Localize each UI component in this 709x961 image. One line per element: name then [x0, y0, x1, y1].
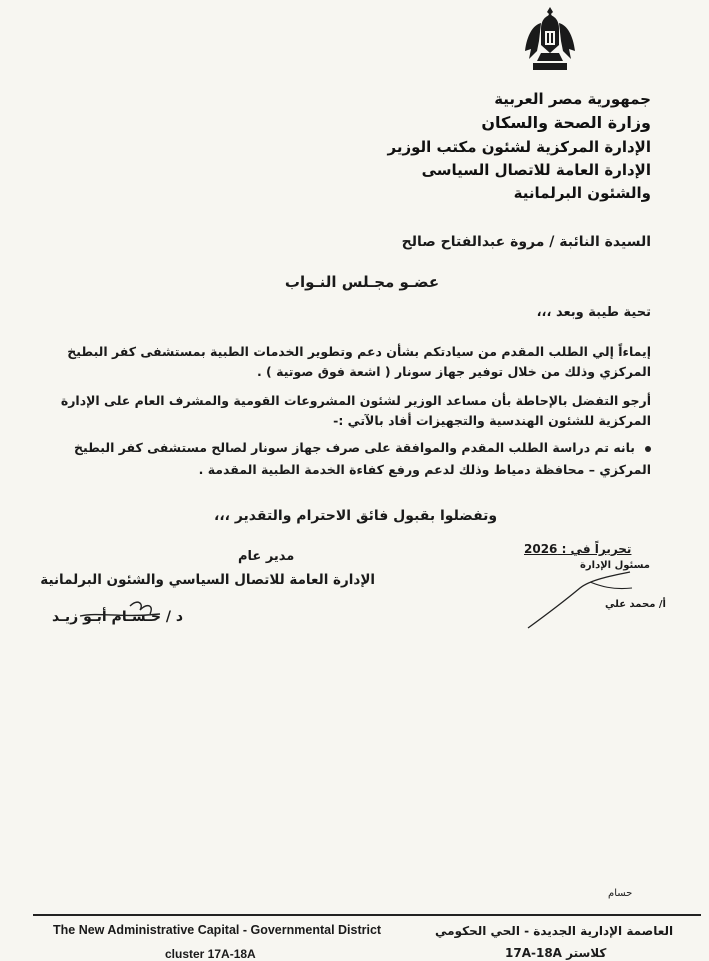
recipient: السيدة النائبة / مروة عبدالفتاح صالح	[401, 234, 651, 250]
egypt-eagle-emblem-icon	[521, 5, 579, 73]
responsible-label: مسئول الإدارة	[580, 560, 650, 571]
signature-name: د / حـسـام أبـو زيـد	[52, 609, 184, 625]
handwritten-initials-mark	[520, 568, 640, 634]
footer-divider	[33, 914, 701, 916]
header-ministry: وزارة الصحة والسكان	[481, 113, 651, 132]
signature-title: مدير عام	[238, 549, 295, 564]
closing: وتفضلوا بقبول فائق الاحترام والتقدير ،،،	[214, 508, 498, 524]
body-paragraph-2: أرجو التفضل بالإحاطة بأن مساعد الوزير لشئون المشروعات القومية والمشرف العام على الإدارة المركزية للشئون الهندسية والتجهيزات أفاد بالآتي :-	[60, 393, 651, 428]
greeting: تحية طيبة وبعد ،،،	[536, 305, 651, 320]
footer-address-ar: العاصمة الإدارية الجديدة - الحي الحكومي	[435, 924, 674, 938]
footer-cluster-ar: كلاستر 17A-18A	[505, 946, 607, 960]
body-bullet-1	[51, 437, 651, 481]
handwritten-signature	[60, 594, 180, 634]
header-general-admin: الإدارة العامة للاتصال السياسى	[421, 161, 651, 179]
footer-cluster-en: cluster 17A-18A	[165, 947, 256, 961]
footer-address-en: The New Administrative Capital - Governmental District	[53, 923, 382, 937]
bullet-text: بانه تم دراسة الطلب المقدم والموافقة على صرف جهاز سونار لصالح مستشفى كفر البطيخ المركزي – محافظة دمياط وذلك لدعم ورفع كفاءة الخدمة الطبية المقدمة .	[73, 440, 651, 477]
typist-initials: حسام	[608, 888, 633, 899]
date-label: تحريراً في : 2026	[524, 542, 632, 556]
recipient-title: عضـو مجـلس النـواب	[284, 273, 440, 291]
header-parliament-affairs: والشئون البرلمانية	[513, 184, 651, 202]
responsible-name: أ/ محمد علي	[605, 599, 666, 610]
body-paragraph-1: إيماءاً إلي الطلب المقدم من سيادتكم بشأن دعم وتطوير الخدمات الطبية بمستشفى كفر البطيخ المركزي وذلك من خلال توفير جهاز سونار ( اشعة فوق صوتية ) .	[67, 344, 651, 379]
signature-department: الإدارة العامة للاتصال السياسي والشئون البرلمانية	[40, 572, 375, 588]
header-country: جمهورية مصر العربية	[494, 90, 651, 108]
bullet-icon	[645, 446, 651, 452]
header-central-admin: الإدارة المركزية لشئون مكتب الوزير	[387, 138, 651, 156]
